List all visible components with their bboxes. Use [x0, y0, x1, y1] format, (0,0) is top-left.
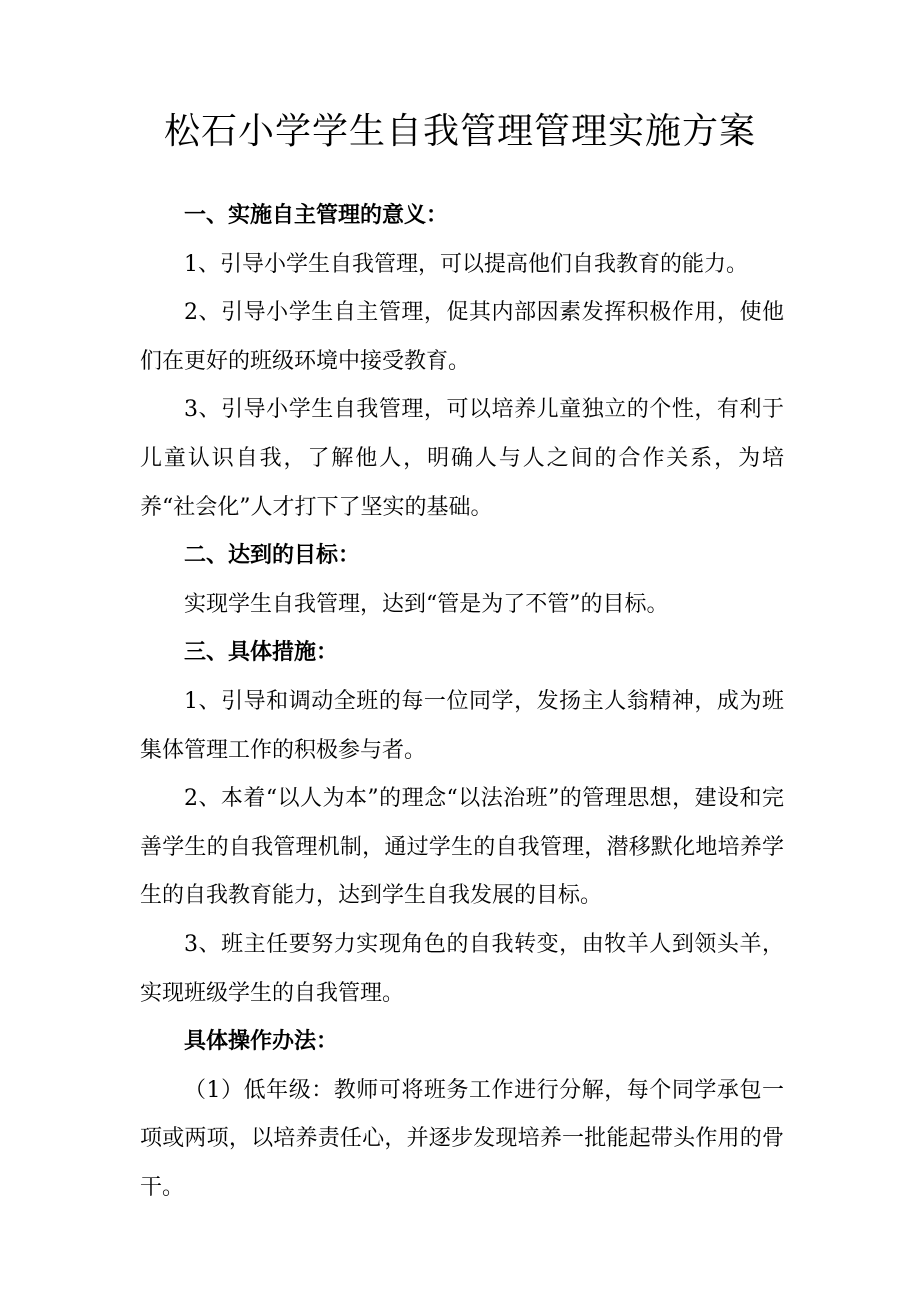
paragraph-measure-2: 2、本着“以人为本”的理念“以法治班”的管理思想，建设和完善学生的自我管理机制，通过学生的自我管理，潜移默化地培养学生的自我教育能力，达到学生自我发展的目标。 [140, 786, 784, 909]
paragraph-goal: 实现学生自我管理，达到“管是为了不管”的目标。 [184, 591, 669, 617]
document-body [140, 192, 784, 1212]
paragraph-meaning-3: 3、引导小学生自我管理，可以培养儿童独立的个性，有利于儿童认识自我，了解他人，明确人与人之间的合作关系，为培养“社会化”人才打下了坚实的基础。 [140, 397, 784, 520]
paragraph-measure-1: 1、引导和调动全班的每一位同学，发扬主人翁精神，成为班集体管理工作的积极参与者。 [140, 688, 784, 763]
section-heading-operation: 具体操作办法： [184, 1029, 339, 1055]
section-heading-goal: 二、达到的目标： [184, 543, 361, 569]
paragraph-measure-3: 3、班主任要努力实现角色的自我转变，由牧羊人到领头羊，实现班级学生的自我管理。 [140, 931, 784, 1006]
paragraph-meaning-2: 2、引导小学生自主管理，促其内部因素发挥积极作用，使他们在更好的班级环境中接受教育。 [140, 300, 784, 374]
section-heading-meaning: 一、实施自主管理的意义： [184, 203, 449, 228]
paragraph-operation-low-grade: （1）低年级：教师可将班务工作进行分解，每个同学承包一项或两项，以培养责任心，并逐步发现培养一批能起带头作用的骨干。 [140, 1077, 784, 1200]
paragraph-meaning-1: 1、引导小学生自我管理，可以提高他们自我教育的能力。 [184, 251, 748, 277]
document-title: 松石小学学生自我管理管理实施方案 [163, 111, 756, 152]
section-heading-measures: 三、具体措施： [184, 640, 339, 666]
